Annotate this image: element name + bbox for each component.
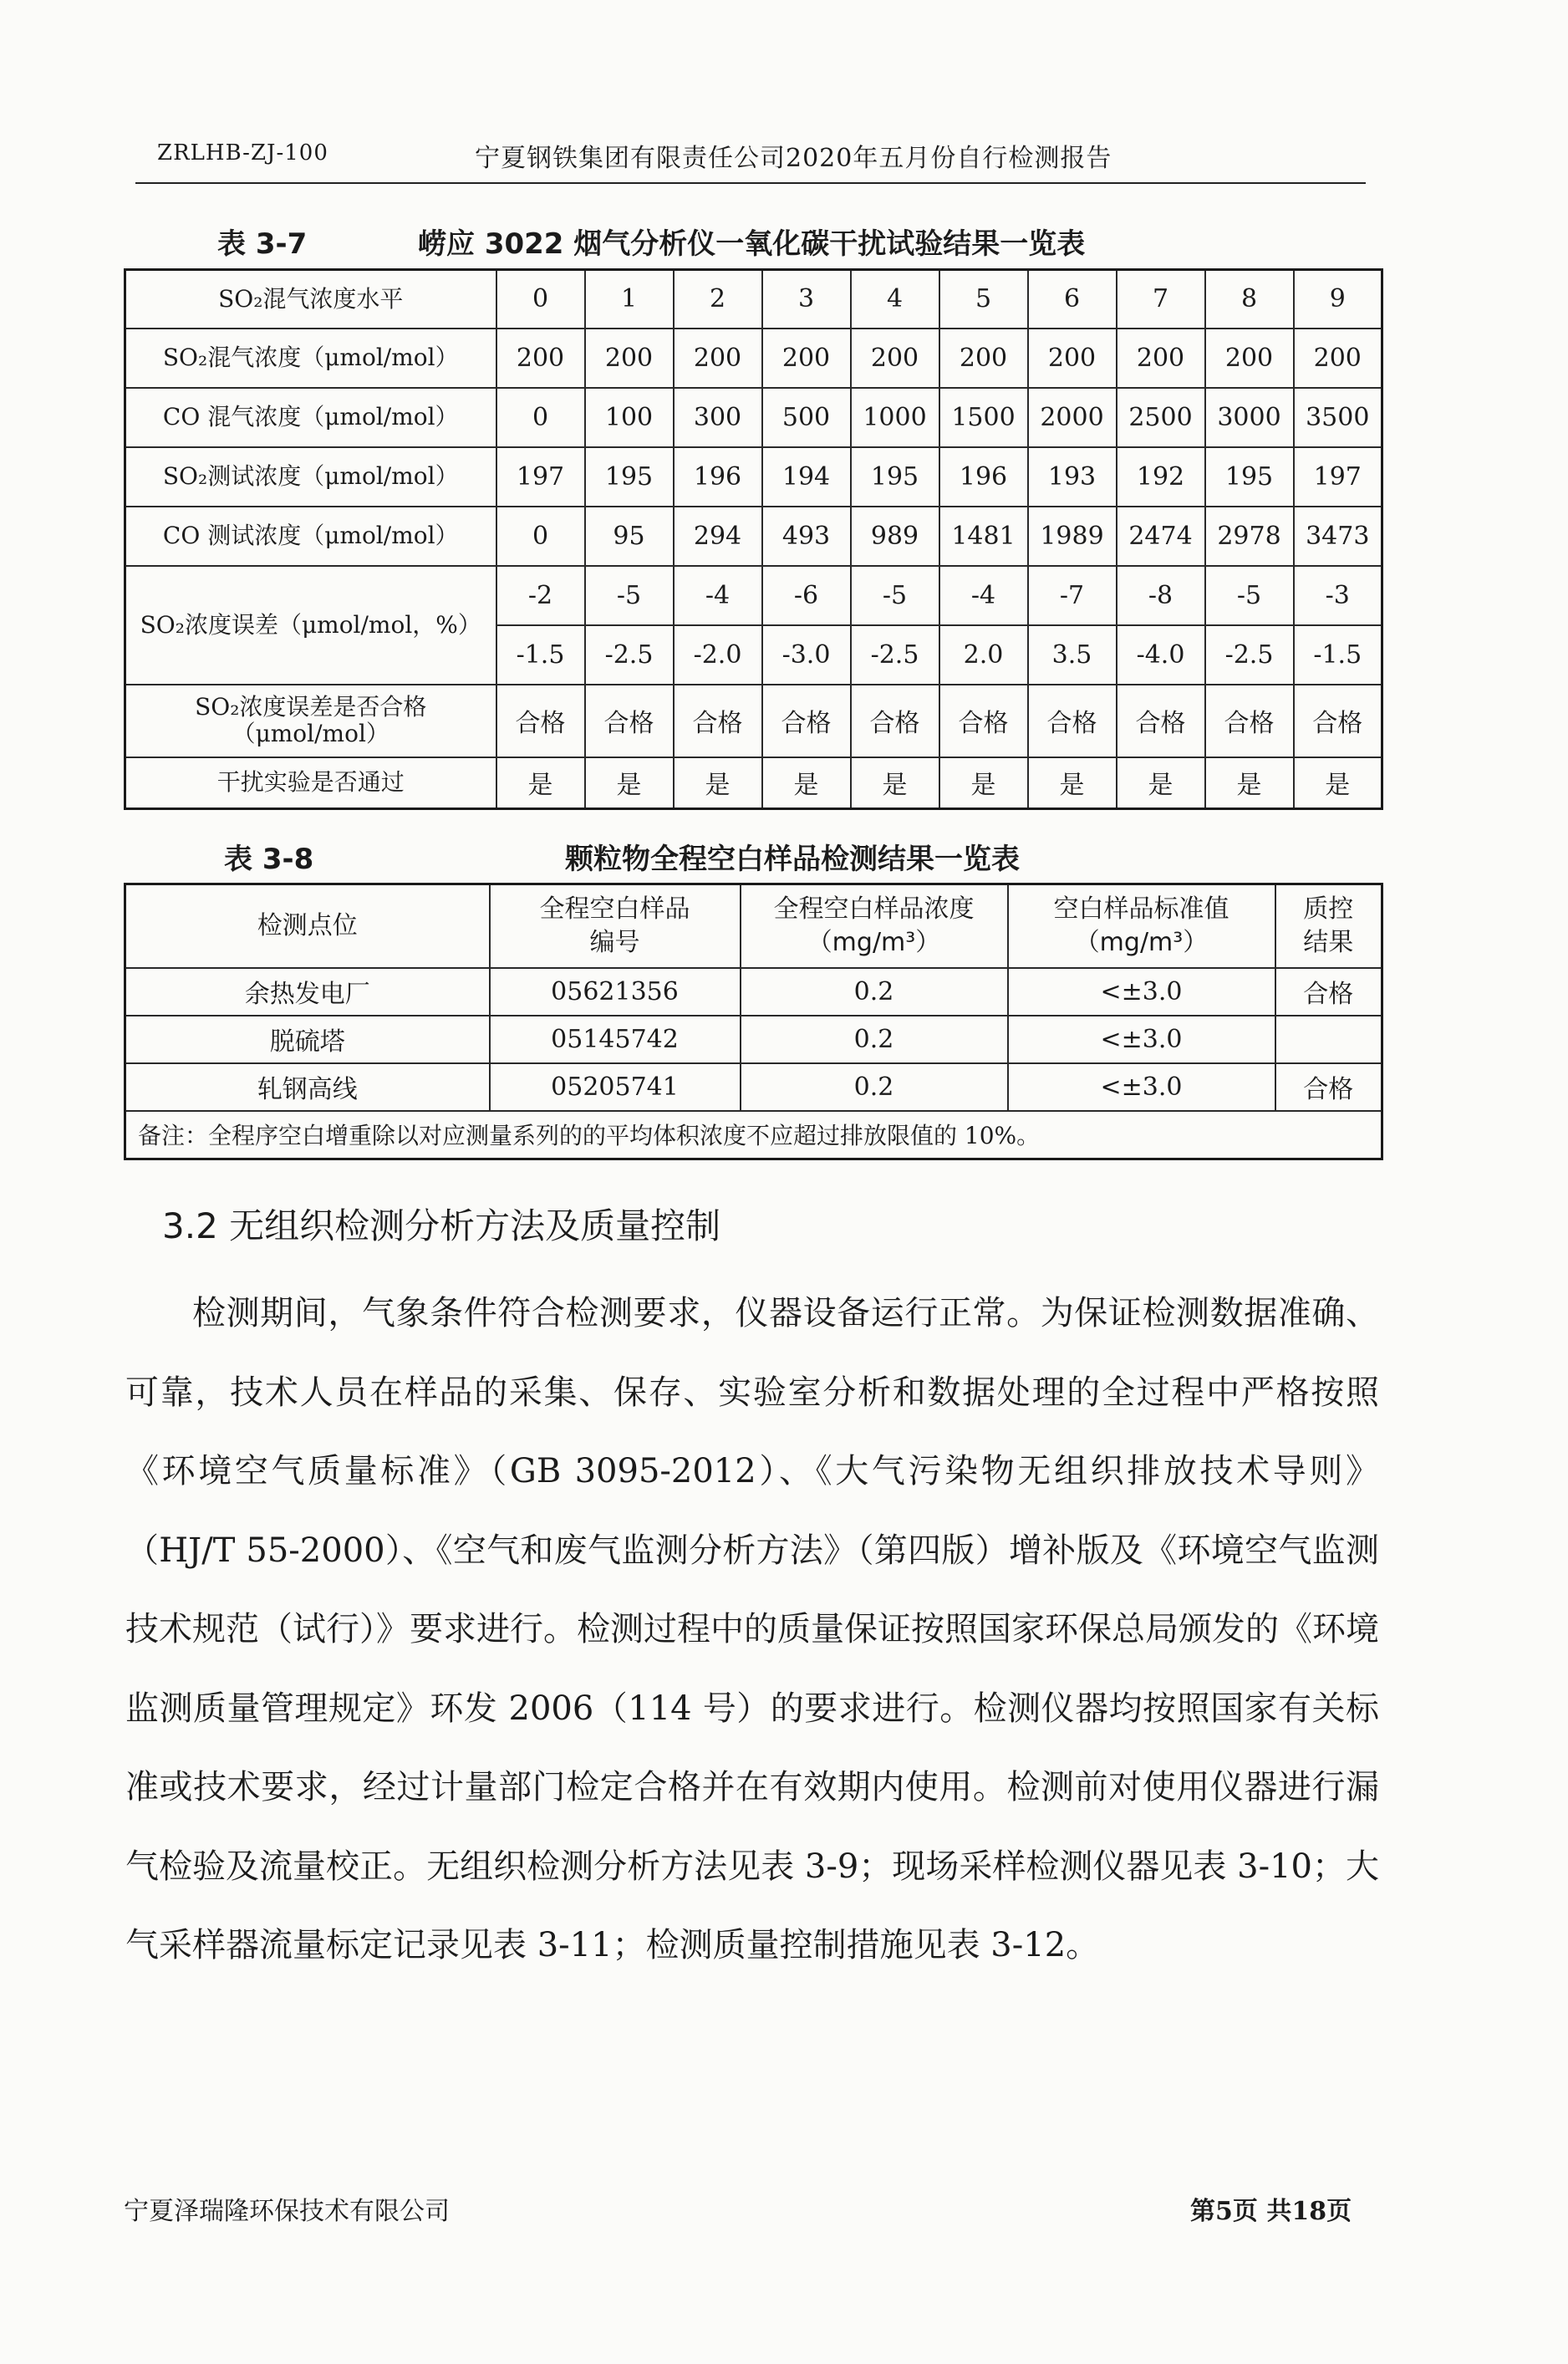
table-cell: 合格: [1117, 685, 1205, 757]
table-3-7: [124, 268, 1383, 810]
table-cell: -5: [1205, 566, 1294, 625]
table-cell: 100: [585, 388, 674, 447]
row-label-so2-mix: SO₂混气浓度（μmol/mol）: [125, 329, 496, 388]
table-cell: 196: [674, 447, 762, 507]
row-label-interference: 干扰实验是否通过: [125, 757, 496, 809]
table-cell: 8: [1205, 270, 1294, 329]
table-cell: 294: [674, 507, 762, 566]
table-cell: [1275, 1016, 1382, 1063]
table-cell: 0.2: [741, 1016, 1008, 1063]
table-cell: 200: [851, 329, 939, 388]
table-cell: -1.5: [496, 625, 585, 685]
table-row: [125, 1063, 1382, 1111]
table-3-7-title: 崂应 3022 烟气分析仪一氧化碳干扰试验结果一览表: [418, 227, 1086, 261]
row-label-so2-test: SO₂测试浓度（μmol/mol）: [125, 447, 496, 507]
table-cell: 197: [1294, 447, 1382, 507]
table-3-8: [124, 883, 1383, 1160]
row-label-co-test: CO 测试浓度（μmol/mol）: [125, 507, 496, 566]
table-cell: 1: [585, 270, 674, 329]
table-cell: -5: [851, 566, 939, 625]
table-cell: 0.2: [741, 968, 1008, 1016]
table-cell: 3000: [1205, 388, 1294, 447]
table-cell: 合格: [1275, 968, 1382, 1016]
table-cell: 是: [585, 757, 674, 809]
table-cell: 200: [1117, 329, 1205, 388]
table-cell: 合格: [585, 685, 674, 757]
header-line: 空白样品标准值: [1053, 894, 1229, 924]
table-cell: 2474: [1117, 507, 1205, 566]
table-cell: 200: [585, 329, 674, 388]
table-cell: 0: [496, 388, 585, 447]
col-header-sample: [490, 884, 741, 968]
table-cell: -6: [762, 566, 851, 625]
table-cell: 5: [939, 270, 1028, 329]
table-row: [125, 329, 1382, 388]
section-heading: 3.2 无组织检测分析方法及质量控制: [162, 1205, 721, 1246]
col-header-conc: [741, 884, 1008, 968]
table-cell: 200: [496, 329, 585, 388]
table-cell: 300: [674, 388, 762, 447]
table-cell: 3: [762, 270, 851, 329]
table-cell: 1989: [1028, 507, 1117, 566]
header-line: 编号: [589, 927, 640, 957]
table-header-row: [125, 884, 1382, 968]
header-line: 质控: [1303, 894, 1354, 924]
table-cell: 193: [1028, 447, 1117, 507]
table-cell: 1500: [939, 388, 1028, 447]
table-cell: 195: [585, 447, 674, 507]
table-cell: 1000: [851, 388, 939, 447]
table-cell: 合格: [939, 685, 1028, 757]
table-cell: 3.5: [1028, 625, 1117, 685]
col-header-qc: [1275, 884, 1382, 968]
table-cell: -3.0: [762, 625, 851, 685]
table-cell: -2.5: [851, 625, 939, 685]
table-row: [125, 968, 1382, 1016]
table-row: [125, 685, 1382, 757]
table-cell: -3: [1294, 566, 1382, 625]
section-paragraph: [125, 1274, 1379, 1985]
table-cell: 是: [1117, 757, 1205, 809]
col-header-std: [1008, 884, 1275, 968]
table-cell: 196: [939, 447, 1028, 507]
table-cell: 3473: [1294, 507, 1382, 566]
table-cell: 4: [851, 270, 939, 329]
paragraph-text: 检测期间，气象条件符合检测要求，仪器设备运行正常。为保证检测数据准确、可靠，技术人员在样品的采集、保存、实验室分析和数据处理的全过程中严格按照《环境空气质量标准》（GB 3095-2012）、《大气污染物无组织排放技术导则》（HJ/T 55-2000）、《空气和废气监测分析方法》（第四版）增补版及《环境空气监测技术规范（试行）》要求进行。检测过程中的质量保证按照国家环保总局颁发的《环境监测质量管理规定》环发 2006（114 号）的要求进行。检测仪器均按照国家有关标准或技术要求，经过计量部门检定合格并在有效期内使用。检测前对使用仪器进行漏气检验及流量校正。无组织检测分析方法见表 3-9；现场采样检测仪器见表 3-10；大气采样器流量标定记录见表 3-11；检测质量控制措施见表 3-12。: [125, 1294, 1379, 1964]
table-cell: 合格: [851, 685, 939, 757]
table-cell: 1481: [939, 507, 1028, 566]
table-note: 备注：全程序空白增重除以对应测量系列的的平均体积浓度不应超过排放限值的 10%。: [125, 1111, 1382, 1159]
table-cell: 是: [762, 757, 851, 809]
table-cell: -4: [674, 566, 762, 625]
label-line: （μmol/mol）: [232, 720, 389, 747]
table-cell: 2000: [1028, 388, 1117, 447]
table-cell: 7: [1117, 270, 1205, 329]
table-cell: 95: [585, 507, 674, 566]
table-cell: 3500: [1294, 388, 1382, 447]
table-cell: -2.5: [1205, 625, 1294, 685]
table-cell: 2: [674, 270, 762, 329]
footer-page-number: 第5页 共18页: [1190, 2197, 1352, 2226]
table-cell: -2.0: [674, 625, 762, 685]
table-row: [125, 388, 1382, 447]
table-cell: -7: [1028, 566, 1117, 625]
table-cell: 是: [1028, 757, 1117, 809]
table-cell: 200: [674, 329, 762, 388]
table-cell: 195: [851, 447, 939, 507]
table-cell: 合格: [1275, 1063, 1382, 1111]
table-cell: 200: [939, 329, 1028, 388]
table-cell: 是: [851, 757, 939, 809]
table-cell: -1.5: [1294, 625, 1382, 685]
table-cell: 9: [1294, 270, 1382, 329]
table-cell: -2.5: [585, 625, 674, 685]
row-label-level: SO₂混气浓度水平: [125, 270, 496, 329]
table-cell: <±3.0: [1008, 1063, 1275, 1111]
table-cell: 0: [496, 507, 585, 566]
table-cell: 2978: [1205, 507, 1294, 566]
table-row: [125, 757, 1382, 809]
table-cell: 200: [1205, 329, 1294, 388]
table-cell: 合格: [496, 685, 585, 757]
table-cell: 脱硫塔: [125, 1016, 490, 1063]
table-cell: 合格: [1028, 685, 1117, 757]
table-cell: 0.2: [741, 1063, 1008, 1111]
table-cell: <±3.0: [1008, 968, 1275, 1016]
row-label-so2-pass: [125, 685, 496, 757]
table-cell: 是: [674, 757, 762, 809]
col-header-site: 检测点位: [125, 884, 490, 968]
table-cell: 是: [496, 757, 585, 809]
table-cell: 2.0: [939, 625, 1028, 685]
row-label-so2-err: SO₂浓度误差（μmol/mol，%）: [125, 566, 496, 685]
table-row: [125, 566, 1382, 625]
table-cell: 200: [762, 329, 851, 388]
table-cell: 200: [1028, 329, 1117, 388]
table-cell: 05205741: [490, 1063, 741, 1111]
table-cell: <±3.0: [1008, 1016, 1275, 1063]
table-cell: 合格: [1205, 685, 1294, 757]
table-cell: 200: [1294, 329, 1382, 388]
table-cell: 500: [762, 388, 851, 447]
report-header-title: 宁夏钢铁集团有限责任公司2020年五月份自行检测报告: [475, 144, 1112, 173]
header-line: 全程空白样品浓度: [773, 894, 975, 924]
table-cell: -8: [1117, 566, 1205, 625]
row-label-co-mix: CO 混气浓度（μmol/mol）: [125, 388, 496, 447]
table-cell: 195: [1205, 447, 1294, 507]
report-code: ZRLHB-ZJ-100: [157, 140, 328, 166]
table-3-8-number: 表 3-8: [224, 843, 314, 876]
table-cell: 989: [851, 507, 939, 566]
table-row: [125, 447, 1382, 507]
table-cell: 194: [762, 447, 851, 507]
table-cell: 493: [762, 507, 851, 566]
table-cell: 0: [496, 270, 585, 329]
table-cell: 2500: [1117, 388, 1205, 447]
header-rule: [135, 182, 1366, 184]
table-cell: 6: [1028, 270, 1117, 329]
table-cell: -5: [585, 566, 674, 625]
table-cell: 197: [496, 447, 585, 507]
table-cell: 是: [1205, 757, 1294, 809]
table-row: [125, 270, 1382, 329]
table-cell: -4.0: [1117, 625, 1205, 685]
table-cell: -2: [496, 566, 585, 625]
table-cell: 轧钢高线: [125, 1063, 490, 1111]
table-cell: 余热发电厂: [125, 968, 490, 1016]
table-cell: -4: [939, 566, 1028, 625]
table-cell: 合格: [762, 685, 851, 757]
table-cell: 192: [1117, 447, 1205, 507]
table-cell: 是: [939, 757, 1028, 809]
table-note-row: [125, 1111, 1382, 1159]
header-line: 结果: [1303, 927, 1354, 957]
table-cell: 05621356: [490, 968, 741, 1016]
table-row: [125, 1016, 1382, 1063]
label-line: SO₂浓度误差是否合格: [195, 693, 427, 721]
table-row: [125, 507, 1382, 566]
table-3-7-number: 表 3-7: [217, 227, 308, 261]
table-cell: 05145742: [490, 1016, 741, 1063]
table-cell: 合格: [1294, 685, 1382, 757]
header-line: （mg/m³）: [1074, 927, 1209, 957]
header-line: 全程空白样品: [539, 894, 690, 924]
header-line: （mg/m³）: [807, 927, 941, 957]
footer-company: 宁夏泽瑞隆环保技术有限公司: [124, 2197, 450, 2226]
table-3-8-title: 颗粒物全程空白样品检测结果一览表: [565, 843, 1020, 876]
table-cell: 是: [1294, 757, 1382, 809]
table-cell: 合格: [674, 685, 762, 757]
